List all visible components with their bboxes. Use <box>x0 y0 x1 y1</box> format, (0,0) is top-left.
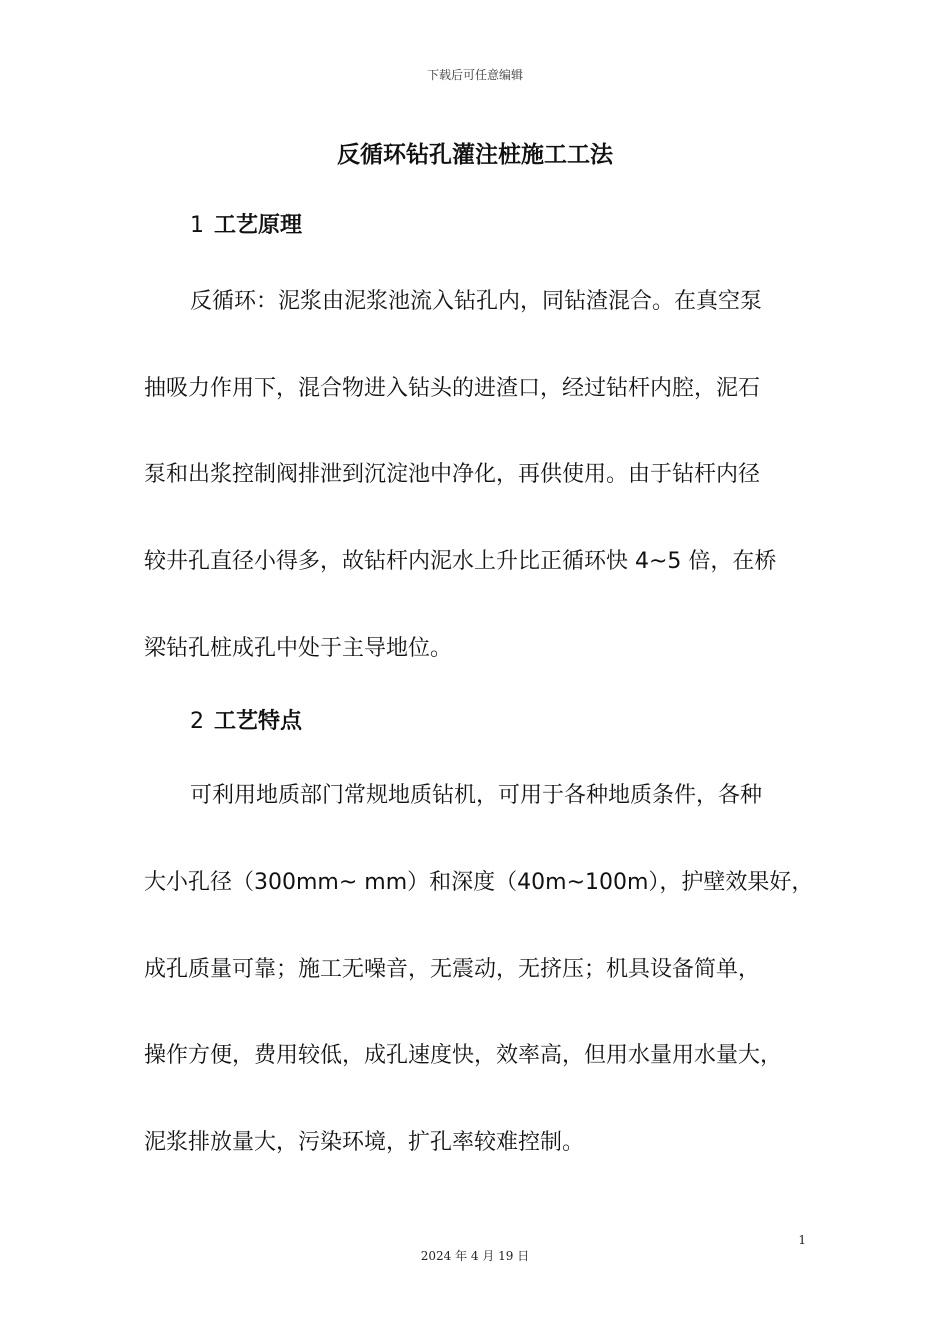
section-title: 工艺特点 <box>214 709 303 734</box>
section-heading-1 <box>190 208 302 239</box>
paragraph-line: 反循环：泥浆由泥浆池流入钻孔内，同钻渣混合。在真空泵 <box>190 289 763 314</box>
paragraph-line: 梁钻孔桩成孔中处于主导地位。 <box>144 636 453 661</box>
paragraph-line: 泵和出浆控制阀排泄到沉淀池中净化，再供使用。由于钻杆内径 <box>144 462 761 487</box>
paragraph-line: 抽吸力作用下，混合物进入钻头的进渣口，经过钻杆内腔，泥石 <box>144 376 761 401</box>
paragraph-line: 泥浆排放量大，污染环境，扩孔率较难控制。 <box>144 1130 585 1155</box>
paragraph-line: 较井孔直径小得多，故钻杆内泥水上升比正循环快 4~5 倍，在桥 <box>144 549 777 574</box>
section-heading-2 <box>190 704 302 735</box>
paragraph-line: 可利用地质部门常规地质钻机，可用于各种地质条件，各种 <box>190 783 763 808</box>
section-number: 1 <box>190 213 204 238</box>
header-note: 下载后可任意编辑 <box>426 68 523 82</box>
page-number: 1 <box>798 1233 806 1247</box>
paragraph-line: 成孔质量可靠；施工无噪音，无震动，无挤压；机具设备简单， <box>144 957 761 982</box>
paragraph-line: 大小孔径（300mm~ mm）和深度（40m~100m），护壁效果好， <box>144 870 814 895</box>
page-title: 反循环钻孔灌注桩施工工法 <box>337 142 613 168</box>
paragraph-line: 操作方便，费用较低，成孔速度快，效率高，但用水量用水量大， <box>144 1043 783 1068</box>
section-title: 工艺原理 <box>214 213 303 238</box>
footer-date: 2024 年 4 月 19 日 <box>420 1249 530 1263</box>
section-number: 2 <box>190 709 204 734</box>
